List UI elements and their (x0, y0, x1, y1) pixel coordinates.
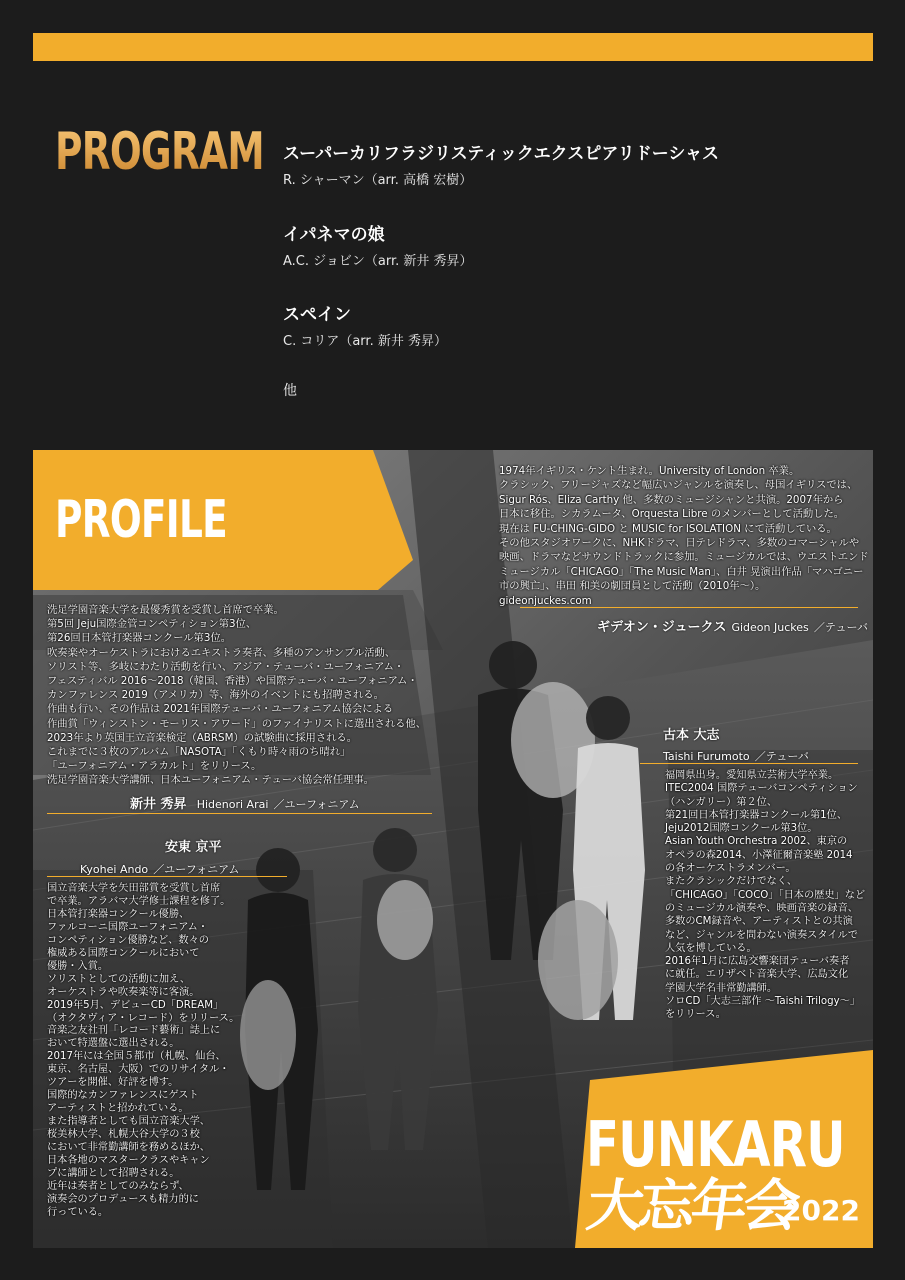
bio-line: 桜美林大学、札幌大谷大学の３校 (47, 1129, 200, 1141)
arai-bio (47, 603, 426, 788)
bio-line: 福岡県出身。愛知県立芸術大学卒業。 (665, 770, 839, 781)
event-year: 2022 (782, 1194, 860, 1227)
profile-heading: PROFILE (55, 490, 228, 550)
bio-line: 作曲も行い、その作品は 2021年国際テューバ・ユーフォニアム協会による (47, 703, 394, 716)
role: ／テューバ (754, 750, 809, 763)
program-item-credit: R. シャーマン（arr. 高橋 宏樹） (283, 173, 473, 188)
furumoto-name-en-line (663, 745, 809, 764)
program-item (283, 139, 719, 188)
role: ／テューバ (813, 621, 868, 634)
bio-line: ITEC2004 国際テューバコンペティション (665, 783, 858, 795)
bio-line: 日本に移住。シカラムータ、Orquesta Libre のメンバーとして活動した。 (499, 508, 845, 521)
program-heading: PROGRAM (55, 122, 264, 182)
bio-line: 映画、ドラマなどサウンドトラックに参加。ミュージカルでは、ウエストエンド (499, 551, 869, 564)
arai-name (130, 793, 360, 812)
bio-line: 学園大学名非常勤講師。 (665, 982, 778, 994)
bio-line: など、ジャンルを問わない演奏スタイルで (665, 929, 858, 941)
divider (47, 876, 287, 877)
bio-line: 国立音楽大学を矢田部賞を受賞し首席 (47, 883, 221, 894)
bio-line: クラシック、フリージャズなど幅広いジャンルを演奏し、母国イギリスでは、 (499, 479, 858, 492)
bio-line: フェスティバル 2016〜2018（韓国、香港）や国際テューバ・ユーフォニアム・ (47, 675, 418, 688)
bio-line: 演奏会のプロデュースも精力的に (47, 1193, 199, 1205)
bio-line: ソリストとしての活動に加え、 (47, 973, 191, 985)
program-item-title: スーパーカリフラジリスティックエクスピアリドーシャス (283, 144, 720, 164)
bio-line: 日本各地のマスタークラスやキャン (47, 1155, 210, 1167)
bio-line: オペラの森2014、小澤征爾音楽塾 2014 (665, 849, 853, 861)
bio-line: また指導者としても国立音楽大学、 (47, 1116, 210, 1128)
bio-line: 市の興亡」、串田 和美の劇団員として活動（2010年〜）。 (499, 580, 766, 593)
bio-line: 東京、名古屋、大阪）でのリサイタル・ (47, 1064, 230, 1076)
bio-line: （ハンガリー）第２位、 (665, 796, 778, 808)
program-item-title: スペイン (283, 305, 351, 325)
bio-line: その他スタジオワークに、NHKドラマ、日テレドラマ、多数のコマーシャルや (499, 537, 860, 550)
divider (640, 763, 858, 764)
role: ／ユーフォニアム (273, 798, 360, 811)
program-item-title: イパネマの娘 (283, 225, 385, 245)
bio-line: のミュージカル演奏や、映画音楽の録音、 (665, 902, 858, 914)
bio-line: をリリース。 (665, 1009, 726, 1021)
event-brand: FUNKARU (586, 1108, 845, 1181)
bio-line: 日本管打楽器コンクール優勝、 (47, 908, 190, 920)
bio-line: 2023年より英国王立音楽検定（ABRSM）の試験曲に採用される。 (47, 731, 358, 744)
bio-line: に就任。エリザベト音楽大学、広島文化 (665, 969, 849, 981)
bio-line: 吹奏楽やオーケストラにおけるエキストラ奏者、多種のアンサンブル活動、 (47, 646, 396, 659)
program-item-credit: C. コリア（arr. 新井 秀昇） (283, 334, 447, 349)
name-jp: 古本 大志 (663, 728, 720, 743)
ando-name-jp-line (165, 836, 222, 855)
bio-line: 第21回日本管打楽器コンクール第1位、 (665, 809, 848, 821)
event-subtitle: 大忘年会 (582, 1174, 800, 1239)
bio-line: Sigur Rós、Eliza Carthy 他、多数のミュージシャンと共演。2007年から (499, 493, 844, 506)
bio-line: ソロCD「大志三部作 〜Taishi Trilogy〜」 (665, 996, 860, 1008)
bio-line: において非常勤講師を務めるほか、 (47, 1142, 210, 1154)
bio-line: 音楽之友社刊「レコード藝術」誌上に (47, 1025, 221, 1037)
bio-line: 「ユーフォニアム・アラカルト」をリリース。 (47, 760, 262, 773)
bio-line: ソリスト等、多岐にわたり活動を行い、アジア・テューバ・ユーフォニアム・ (47, 660, 405, 673)
bio-line: ファルコーニ国際ユーフォニアム・ (47, 921, 209, 933)
bio-line: 優勝・入賞。 (47, 960, 109, 972)
bio-line: 第5回 Jeju国際金管コンペティション第3位、 (47, 618, 257, 631)
bio-line: 国際的なカンファレンスにゲスト (47, 1090, 199, 1102)
name-jp: ギデオン・ジュークス (597, 620, 727, 635)
program-item (283, 300, 447, 349)
bio-line: 人気を博している。 (665, 942, 757, 954)
bio-line: オーケストラや吹奏楽等に客演。 (47, 986, 200, 998)
bio-line: 第26回日本管打楽器コンクール第3位。 (47, 632, 231, 645)
bio-line: （オクタヴィア・レコード）をリリース。 (47, 1012, 240, 1024)
bio-line: 洗足学園音楽大学講師、日本ユーフォニアム・テューバ協会常任理事。 (47, 774, 374, 787)
role: ／ユーフォニアム (153, 863, 240, 876)
bio-line: 2019年5月、デビューCD「DREAM」 (47, 999, 224, 1011)
bio-line: プに講師として招聘される。 (47, 1167, 180, 1179)
name-en: Gideon Juckes (731, 621, 809, 634)
bio-line: またクラシックだけでなく、 (665, 876, 798, 888)
bio-line: Asian Youth Orchestra 2002、東京の (665, 836, 848, 848)
bio-line: の各オーケストラメンバー。 (665, 863, 796, 875)
bio-line: 行っている。 (47, 1206, 109, 1218)
furumoto-name-jp-line (663, 724, 720, 743)
ando-name-en-line (80, 858, 239, 877)
bio-line: で卒業。アラバマ大学修士課程を修了。 (47, 895, 231, 907)
bio-line: 多数のCM録音や、アーティストとの共演 (665, 916, 853, 928)
juckes-bio (499, 464, 869, 608)
program-other: 他 (283, 383, 297, 399)
bio-line: カンファレンス 2019（アメリカ）等、海外のイベントにも招聘される。 (47, 689, 384, 702)
bio-line: アーティストと招かれている。 (47, 1103, 189, 1115)
bio-line: 作曲賞「ウィンストン・モーリス・アワード」のファイナリストに選出される他、 (47, 717, 427, 730)
bio-line: これまでに３枚のアルバム「NASOTA」「くもり時々雨のち晴れ」 (47, 746, 351, 759)
bio-line: ミュージカル「CHICAGO」「The Music Man」、白井 晃演出作品「マハゴニー (499, 565, 864, 578)
program-item (283, 220, 473, 269)
ando-bio (47, 883, 239, 1220)
name-en: Hidenori Arai (196, 798, 269, 811)
bio-line: Jeju2012国際コンクール第3位。 (665, 823, 818, 835)
bio-line: ツアーを開催、好評を博す。 (47, 1077, 179, 1089)
bio-line: おいて特選盤に選出される。 (47, 1038, 180, 1050)
bio-line: 現在は FU-CHING-GIDO と MUSIC for ISOLATION にて活動している。 (499, 522, 837, 535)
bio-line: 1974年イギリス・ケント生まれ。University of London 卒業。 (499, 465, 800, 477)
website-link[interactable]: gideonjuckes.com (499, 594, 592, 607)
bio-line: 2017年には全国５都市（札幌、仙台、 (47, 1051, 226, 1063)
name-jp: 安東 京平 (165, 840, 222, 855)
bio-line: 「CHICAGO」「COCO」「日本の歴史」など (665, 889, 866, 901)
name-jp: 新井 秀昇 (130, 797, 187, 812)
divider (520, 607, 858, 608)
juckes-name (597, 616, 868, 635)
name-en: Taishi Furumoto (663, 750, 750, 763)
bio-line: コンペティション優勝など、数々の (47, 934, 209, 946)
bio-line: 近年は奏者としてのみならず、 (47, 1180, 189, 1192)
program-item-credit: A.C. ジョビン（arr. 新井 秀昇） (283, 254, 473, 269)
bio-line: 洗足学園音楽大学を最優秀賞を受賞し首席で卒業。 (47, 604, 284, 616)
bio-line: 2016年1月に広島交響楽団テューバ奏者 (665, 956, 850, 968)
top-accent-bar (33, 33, 873, 61)
bio-line: 権威ある国際コンクールにおいて (47, 947, 200, 959)
divider (47, 813, 432, 814)
name-en: Kyohei Ando (80, 863, 149, 876)
